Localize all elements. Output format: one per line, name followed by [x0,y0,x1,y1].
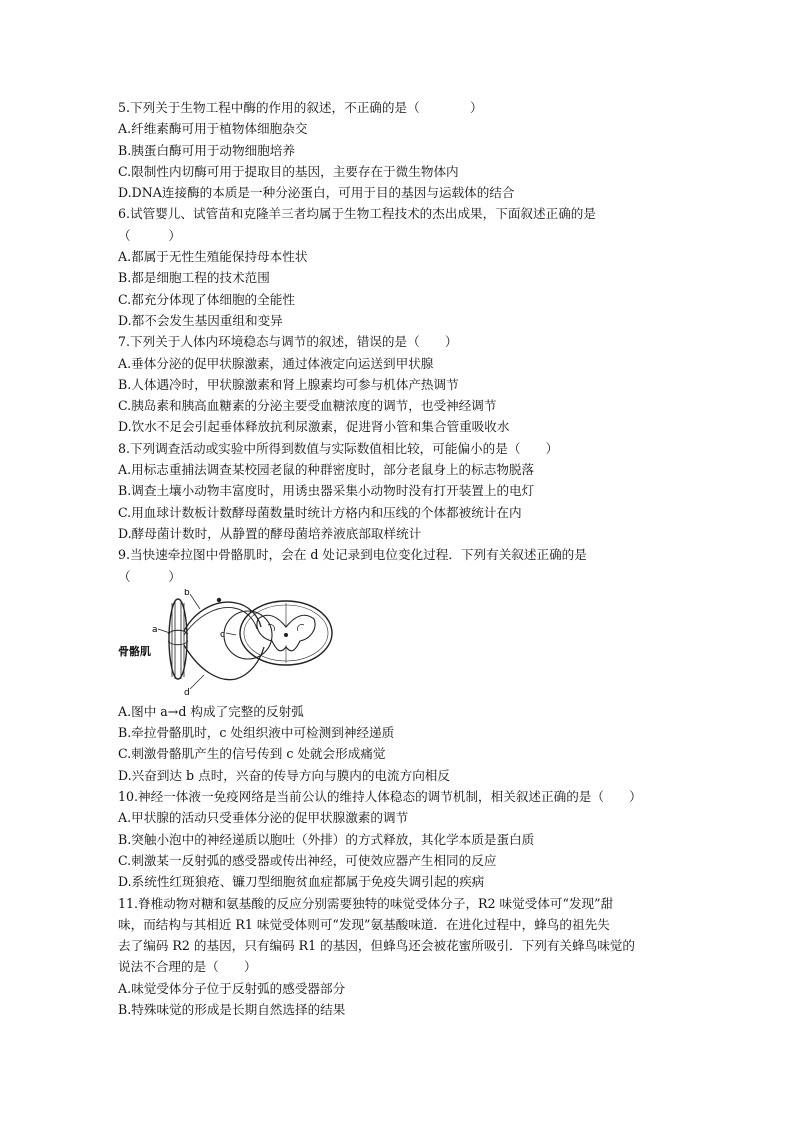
label-b: b [184,588,190,598]
option-c: C.刺激骨骼肌产生的信号传到 c 处就会形成痛觉 [118,746,386,762]
option-b: B.人体遇冷时，甲状腺激素和肾上腺素均可参与机体产热调节 [118,376,459,392]
option-c: C.限制性内切酶可用于提取目的基因，主要存在于微生物体内 [118,163,459,179]
option-b: B.胰蛋白酶可用于动物细胞培养 [118,142,295,158]
question-8 [118,438,718,544]
question-11 [118,893,718,1021]
reflex-arc-diagram [118,589,338,697]
label-d: d [184,687,190,697]
question-7 [118,331,718,437]
efferent-nerve [184,645,264,680]
question-5 [118,97,718,203]
exam-page [118,97,718,1020]
option-a: A.味觉受体分子位于反射弧的感受器部分 [118,980,346,996]
question-stem: 5.下列关于生物工程中酶的作用的叙述，不正确的是（ ） [118,100,483,115]
question-stem: 6.试管婴儿、试管苗和克隆羊三者均属于生物工程技术的杰出成果，下面叙述正确的是 [118,206,596,222]
option-c: C.刺激某一反射弧的感受器或传出神经，可使效应器产生相同的反应 [118,852,497,868]
option-d: D.饮水不足会引起垂体释放抗利尿激素，促进肾小管和集合管重吸收水 [118,419,510,435]
option-c: C.都充分体现了体细胞的全能性 [118,291,295,307]
question-9 [118,544,718,786]
question-10 [118,786,718,892]
label-c: c [220,629,225,640]
option-c: C.胰岛素和胰高血糖素的分泌主要受血糖浓度的调节，也受神经调节 [118,398,497,414]
option-a: A.纤维素酶可用于植物体细胞杂交 [118,121,308,137]
question-stem-line: 味，而结构与其相近 R1 味觉受体则可“发现”氨基酸味道．在进化过程中，蜂鸟的祖先失 [118,916,610,932]
question-stem-line: 说法不合理的是（ ） [118,959,257,975]
reflex-arc-figure [118,589,338,697]
option-a: A.图中 a→d 构成了完整的反射弧 [118,703,304,719]
option-b: B.特殊味觉的形成是长期自然选择的结果 [118,1001,346,1017]
option-b: B.突触小泡中的神经递质以胞吐（外排）的方式释放，其化学本质是蛋白质 [118,831,535,847]
option-a: A.都属于无性生殖能保持母本性状 [118,249,308,265]
question-stem: 7.下列关于人体内环境稳态与调节的叙述，错误的是（ ） [118,334,458,350]
option-d: D.系统性红斑狼疮、镰刀型细胞贫血症都属于免疫失调引起的疾病 [118,874,485,890]
option-d: D.DNA连接酶的本质是一种分泌蛋白，可用于目的基因与运载体的结合 [118,185,515,201]
answer-bracket: （ ） [118,568,181,584]
answer-bracket: （ ） [118,227,181,243]
question-6 [118,203,718,331]
option-b: B.调查土壤小动物丰富度时，用诱虫器采集小动物时没有打开装置上的电灯 [118,483,535,499]
ganglion [217,598,221,602]
option-b: B.都是细胞工程的技术范围 [118,270,270,286]
option-b: B.牵拉骨骼肌时，c 处组织液中可检测到神经递质 [118,725,395,741]
muscle-label: 骨骼肌 [118,644,151,658]
option-d: D.都不会发生基因重组和变异 [118,312,283,328]
label-a: a [152,624,158,635]
option-a: A.垂体分泌的促甲状腺激素，通过体液定向运送到甲状腺 [118,355,434,371]
option-a: A.用标志重捕法调查某校园老鼠的种群密度时，部分老鼠身上的标志物脱落 [118,462,535,478]
question-stem: 9.当快速牵拉图中骨骼肌时，会在 d 处记录到电位变化过程．下列有关叙述正确的是 [118,547,587,563]
option-d: D.兴奋到达 b 点时，兴奋的传导方向与膜内的电流方向相反 [118,767,450,783]
question-stem-line: 去了编码 R2 的基因，只有编码 R1 的基因，但蜂鸟还会被花蜜所吸引．下列有关蜂鸟味觉的 [118,938,635,954]
question-stem: 10.神经一体液一免疫网络是当前公认的维持人体稳态的调节机制，相关叙述正确的是（ ） [118,789,642,805]
question-stem-line: 11.脊椎动物对糖和氨基酸的反应分别需要独特的味觉受体分子，R2 味觉受体可“发现”甜 [118,895,614,911]
option-c: C.用血球计数板计数酵母菌数量时统计方格内和压线的个体都被统计在内 [118,504,522,520]
option-a: A.甲状腺的活动只受垂体分泌的促甲状腺激素的调节 [118,810,409,826]
option-d: D.酵母菌计数时，从静置的酵母菌培养液底部取样统计 [118,525,422,541]
question-stem: 8.下列调查活动或实验中所得到数值与实际数值相比较，可能偏小的是（ ） [118,440,559,456]
